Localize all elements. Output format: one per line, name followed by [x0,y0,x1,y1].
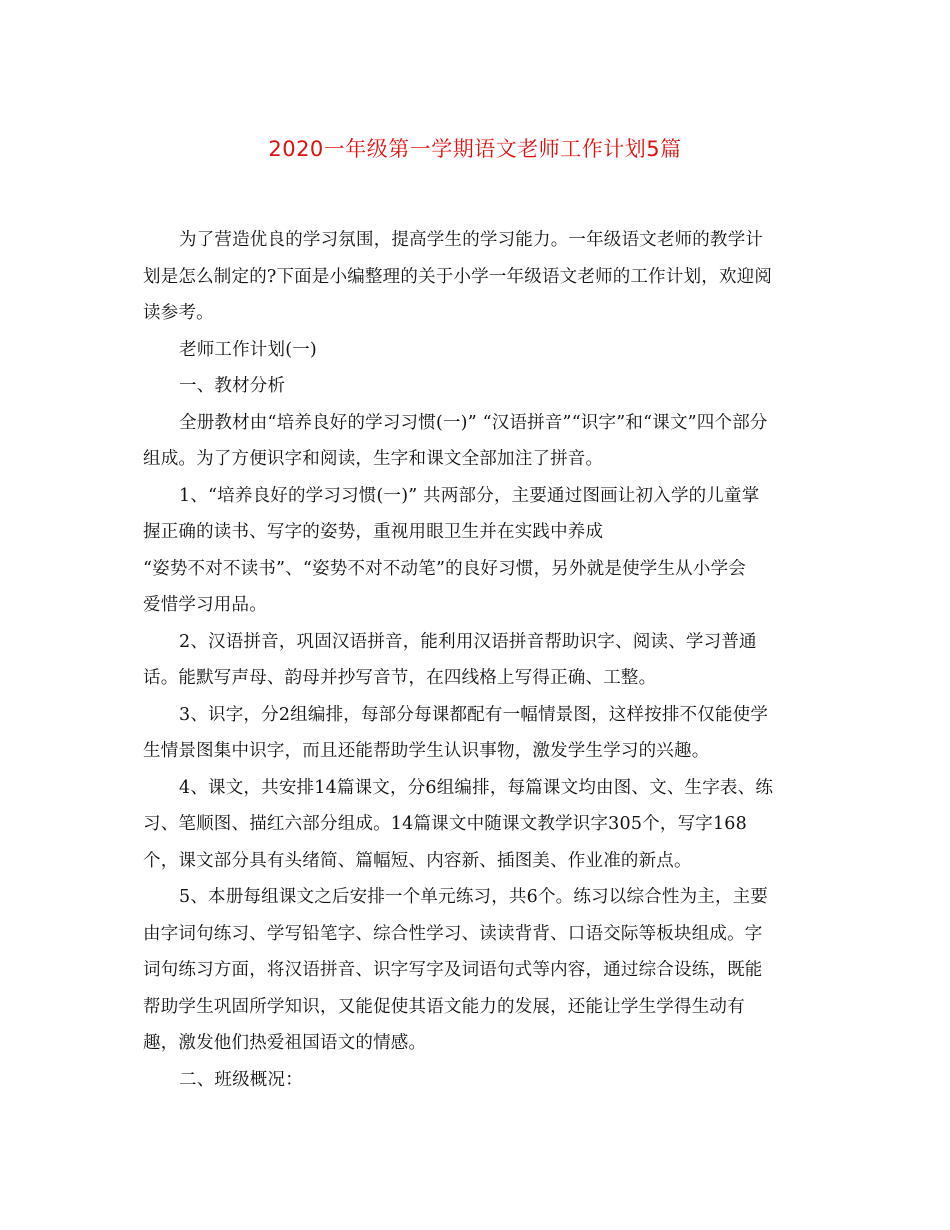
text-line: 爱惜学习用品。 [143,595,267,615]
text-line: 划是怎么制定的?下面是小编整理的关于小学一年级语文老师的工作计划，欢迎阅 [143,266,773,287]
document-body [143,222,813,1098]
text-line: 4、课文，共安排14篇课文，分6组编排，每篇课文均由图、文、生字表、练 [179,777,774,798]
text-line: 组成。为了方便识字和阅读，生字和课文全部加注了拼音。 [143,449,604,469]
text-line: 握正确的读书、写字的姿势，重视用眼卫生并在实践中养成 [143,522,604,542]
text-line: 为了营造优良的学习氛围，提高学生的学习能力。一年级语文老师的教学计 [179,230,764,250]
text-line: 2、汉语拼音，巩固汉语拼音，能利用汉语拼音帮助识字、阅读、学习普通 [179,631,757,652]
text-line: 二、班级概况： [179,1069,303,1090]
text-line: 老师工作计划(一) [179,339,317,360]
text-line: 生情景图集中识字，而且还能帮助学生认识事物，激发学生学习的兴趣。 [143,741,710,761]
text-line: 1、“培养良好的学习习惯(一)” 共两部分，主要通过图画让初入学的儿童掌 [179,485,760,506]
text-line: 帮助学生巩固所学知识，又能促使其语文能力的发展，还能让学生学得生动有 [143,996,745,1017]
text-line: 读参考。 [143,303,214,323]
text-line: 个，课文部分具有头绪简、篇幅短、内容新、插图美、作业准的新点。 [143,850,692,871]
text-line: “姿势不对不读书”、“姿势不对不动笔”的良好习惯，另外就是使学生从小学会 [143,558,746,579]
text-line: 一、教材分析 [179,376,286,396]
document-title: 2020一年级第一学期语文老师工作计划5篇 [268,137,682,161]
text-line: 趣，激发他们热爱祖国语文的情感。 [143,1033,427,1053]
text-line: 全册教材由“培养良好的学习习惯(一)” “汉语拼音”“识字”和“课文”四个部分 [179,412,768,433]
text-line: 习、笔顺图、描红六部分组成。14篇课文中随课文教学识字305个，写字168 [143,814,747,834]
text-line: 由字词句练习、学写铅笔字、综合性学习、读读背背、口语交际等板块组成。字 [143,923,763,944]
text-line: 词句练习方面，将汉语拼音、识字写字及词语句式等内容，通过综合设练，既能 [143,960,763,980]
text-line: 5、本册每组课文之后安排一个单元练习，共6个。练习以综合性为主，主要 [179,887,769,907]
text-line: 3、识字，分2组编排，每部分每课都配有一幅情景图，这样按排不仅能使学 [179,704,769,725]
text-line: 话。能默写声母、韵母并抄写音节，在四线格上写得正确、工整。 [143,668,657,688]
